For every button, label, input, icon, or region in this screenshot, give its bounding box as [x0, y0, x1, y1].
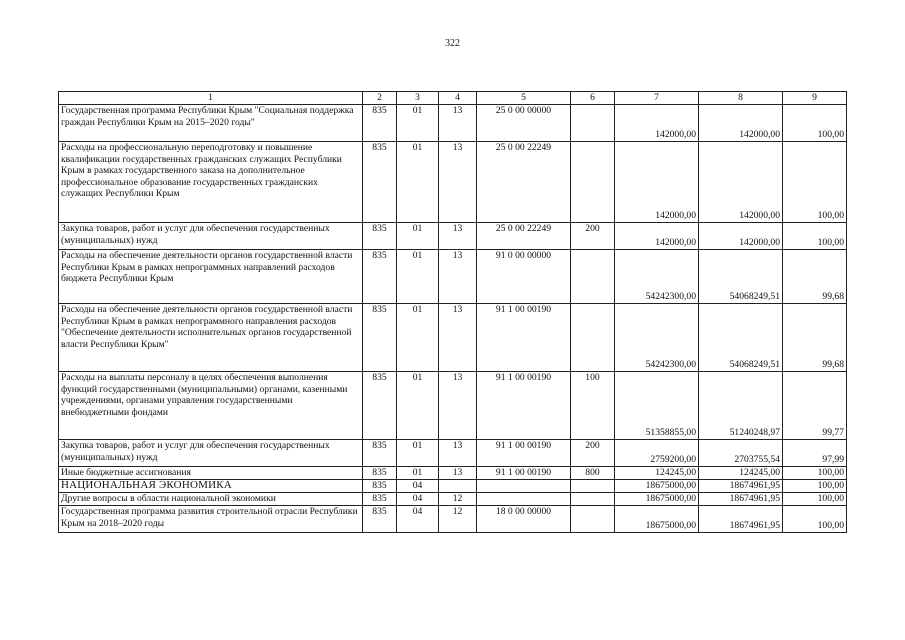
cell-percent: 100,00 [783, 142, 847, 223]
cell-expense-type: 200 [571, 223, 615, 250]
cell-executed: 54068249,51 [699, 250, 783, 304]
cell-admin-code: 835 [363, 493, 397, 506]
cell-section: 01 [397, 105, 439, 142]
cell-target-article: 25 0 00 22249 [477, 142, 571, 223]
cell-section: 04 [397, 506, 439, 533]
cell-subsection [439, 480, 477, 493]
cell-planned: 54242300,00 [615, 250, 699, 304]
cell-expense-type [571, 480, 615, 493]
cell-section: 04 [397, 480, 439, 493]
cell-planned: 142000,00 [615, 142, 699, 223]
cell-section: 01 [397, 223, 439, 250]
cell-percent: 97,99 [783, 440, 847, 467]
row-description: Государственная программа развития строительной отрасли Республики Крым на 2018–2020 годы [59, 506, 363, 533]
cell-admin-code: 835 [363, 440, 397, 467]
cell-executed: 142000,00 [699, 142, 783, 223]
cell-executed: 18674961,95 [699, 506, 783, 533]
cell-expense-type: 200 [571, 440, 615, 467]
cell-percent: 100,00 [783, 105, 847, 142]
row-description: Расходы на выплаты персоналу в целях обеспечения выполнения функций государственными (муниципальными) органами, казенными учреждениями, органами управления государственными внебюджетными фондами [59, 372, 363, 440]
cell-section: 01 [397, 440, 439, 467]
table-row [59, 142, 847, 223]
cell-expense-type [571, 142, 615, 223]
table-row [59, 467, 847, 480]
cell-expense-type [571, 250, 615, 304]
cell-target-article: 18 0 00 00000 [477, 506, 571, 533]
cell-subsection: 13 [439, 372, 477, 440]
row-description: Закупка товаров, работ и услуг для обеспечения государственных (муниципальных) нужд [59, 440, 363, 467]
cell-subsection: 12 [439, 493, 477, 506]
cell-target-article: 25 0 00 22249 [477, 223, 571, 250]
row-description: Закупка товаров, работ и услуг для обеспечения государственных (муниципальных) нужд [59, 223, 363, 250]
cell-percent: 100,00 [783, 467, 847, 480]
cell-target-article: 25 0 00 00000 [477, 105, 571, 142]
cell-executed: 18674961,95 [699, 480, 783, 493]
cell-planned: 18675000,00 [615, 506, 699, 533]
cell-target-article: 91 1 00 00190 [477, 467, 571, 480]
cell-admin-code: 835 [363, 372, 397, 440]
cell-executed: 18674961,95 [699, 493, 783, 506]
row-description: Иные бюджетные ассигнования [59, 467, 363, 480]
table-row [59, 480, 847, 493]
cell-percent: 99,68 [783, 304, 847, 372]
cell-subsection: 13 [439, 467, 477, 480]
table-row [59, 223, 847, 250]
budget-table [58, 91, 847, 533]
cell-executed: 142000,00 [699, 223, 783, 250]
cell-subsection: 13 [439, 250, 477, 304]
cell-planned: 54242300,00 [615, 304, 699, 372]
cell-percent: 100,00 [783, 493, 847, 506]
cell-planned: 18675000,00 [615, 480, 699, 493]
table-row [59, 506, 847, 533]
row-description: Государственная программа Республики Крым "Социальная поддержка граждан Республики Крым на 2015–2020 годы" [59, 105, 363, 142]
cell-planned: 2759200,00 [615, 440, 699, 467]
cell-expense-type [571, 506, 615, 533]
row-description: Другие вопросы в области национальной экономики [59, 493, 363, 506]
cell-subsection: 13 [439, 105, 477, 142]
cell-executed: 142000,00 [699, 105, 783, 142]
header-cell: 3 [397, 92, 439, 105]
table-row [59, 372, 847, 440]
cell-planned: 51358855,00 [615, 372, 699, 440]
cell-admin-code: 835 [363, 250, 397, 304]
cell-target-article [477, 480, 571, 493]
cell-planned: 142000,00 [615, 105, 699, 142]
header-cell: 6 [571, 92, 615, 105]
cell-percent: 100,00 [783, 480, 847, 493]
page-number: 322 [445, 38, 460, 49]
row-description: Расходы на обеспечение деятельности органов государственной власти Республики Крым в рамках непрограммных направлений расходов бюджета Республики Крым [59, 250, 363, 304]
cell-subsection: 13 [439, 142, 477, 223]
cell-target-article [477, 493, 571, 506]
table-row [59, 440, 847, 467]
cell-planned: 124245,00 [615, 467, 699, 480]
cell-section: 01 [397, 372, 439, 440]
cell-admin-code: 835 [363, 223, 397, 250]
cell-section: 01 [397, 250, 439, 304]
header-row [59, 92, 847, 105]
cell-admin-code: 835 [363, 304, 397, 372]
cell-admin-code: 835 [363, 480, 397, 493]
table-row [59, 250, 847, 304]
cell-executed: 54068249,51 [699, 304, 783, 372]
cell-percent: 99,77 [783, 372, 847, 440]
cell-expense-type [571, 493, 615, 506]
row-description: Расходы на профессиональную переподготовку и повышение квалификации государственных гражданских служащих Республики Крым в рамках государственного заказа на дополнительное профессиональное образование государственных гражданских служащих Республики Крым [59, 142, 363, 223]
header-cell: 8 [699, 92, 783, 105]
cell-expense-type: 100 [571, 372, 615, 440]
cell-target-article: 91 1 00 00190 [477, 440, 571, 467]
table-row [59, 105, 847, 142]
cell-subsection: 13 [439, 304, 477, 372]
cell-admin-code: 835 [363, 142, 397, 223]
row-description: НАЦИОНАЛЬНАЯ ЭКОНОМИКА [59, 480, 363, 493]
header-cell: 2 [363, 92, 397, 105]
cell-target-article: 91 0 00 00000 [477, 250, 571, 304]
cell-expense-type: 800 [571, 467, 615, 480]
cell-subsection: 13 [439, 440, 477, 467]
table-row [59, 493, 847, 506]
cell-percent: 99,68 [783, 250, 847, 304]
cell-planned: 142000,00 [615, 223, 699, 250]
table-row [59, 304, 847, 372]
cell-planned: 18675000,00 [615, 493, 699, 506]
header-cell: 9 [783, 92, 847, 105]
cell-target-article: 91 1 00 00190 [477, 304, 571, 372]
cell-section: 01 [397, 304, 439, 372]
header-cell: 4 [439, 92, 477, 105]
cell-admin-code: 835 [363, 467, 397, 480]
cell-executed: 124245,00 [699, 467, 783, 480]
cell-executed: 2703755,54 [699, 440, 783, 467]
cell-admin-code: 835 [363, 105, 397, 142]
cell-section: 04 [397, 493, 439, 506]
cell-target-article: 91 1 00 00190 [477, 372, 571, 440]
cell-percent: 100,00 [783, 223, 847, 250]
cell-section: 01 [397, 467, 439, 480]
header-cell: 5 [477, 92, 571, 105]
cell-subsection: 12 [439, 506, 477, 533]
cell-admin-code: 835 [363, 506, 397, 533]
cell-executed: 51240248,97 [699, 372, 783, 440]
header-cell: 7 [615, 92, 699, 105]
row-description: Расходы на обеспечение деятельности органов государственной власти Республики Крым в рамках непрограммного направления расходов "Обеспечение деятельности исполнительных органов государственной власти Республики Крым" [59, 304, 363, 372]
header-cell: 1 [59, 92, 363, 105]
cell-expense-type [571, 105, 615, 142]
cell-percent: 100,00 [783, 506, 847, 533]
cell-expense-type [571, 304, 615, 372]
cell-subsection: 13 [439, 223, 477, 250]
cell-section: 01 [397, 142, 439, 223]
